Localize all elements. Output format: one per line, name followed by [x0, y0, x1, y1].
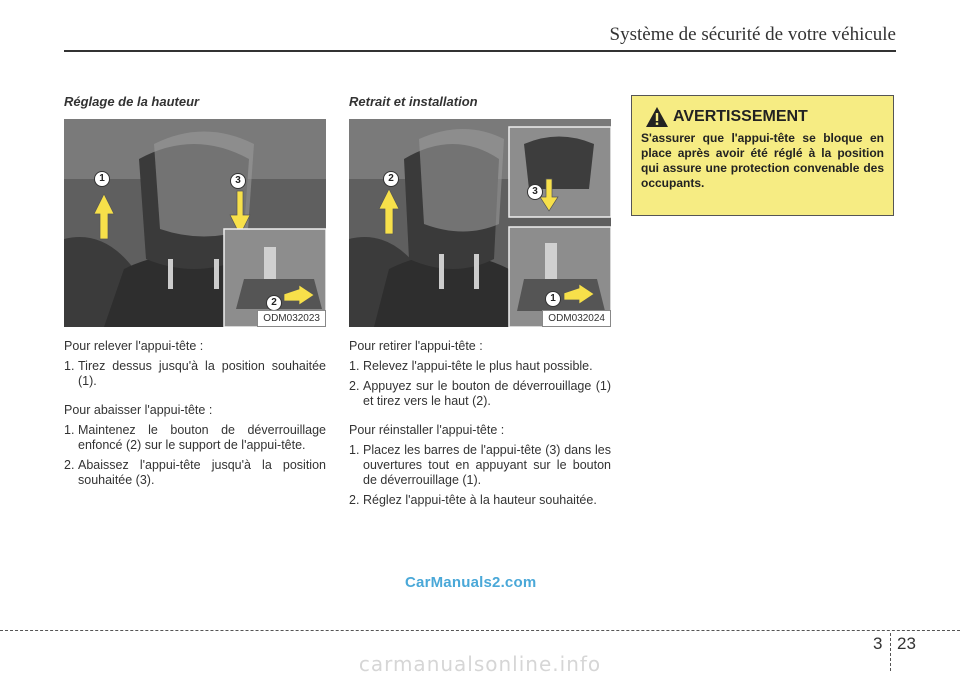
callout-3: 3	[527, 184, 543, 200]
list-item	[64, 458, 326, 488]
chapter-number: 3	[873, 634, 883, 653]
remove-intro: Pour retirer l'appui-tête :	[349, 339, 483, 353]
header-rule	[64, 50, 896, 52]
list-item	[349, 493, 611, 508]
middle-column	[349, 94, 611, 513]
step-text: Placez les barres de l'appui-tête (3) dans les ouvertures tout en appuyant sur le bouton de déverrouillage (1).	[363, 443, 611, 487]
page-number: 23	[897, 634, 916, 653]
callout-1: 1	[545, 291, 561, 307]
list-item	[349, 379, 611, 409]
step-number: 1.	[64, 423, 75, 437]
headrest-removal-illustration	[349, 119, 611, 327]
lower-intro: Pour abaisser l'appui-tête :	[64, 403, 213, 417]
step-number: 1.	[349, 359, 360, 373]
step-number: 2.	[349, 379, 360, 393]
section-heading-height: Réglage de la hauteur	[64, 94, 200, 109]
step-text: Réglez l'appui-tête à la hauteur souhaitée.	[363, 493, 597, 507]
headrest-height-illustration	[64, 119, 326, 327]
list-item	[64, 423, 326, 453]
step-text: Relevez l'appui-tête le plus haut possible.	[363, 359, 593, 373]
figure-code: ODM032024	[542, 310, 611, 327]
left-column	[64, 94, 326, 493]
callout-2: 2	[383, 171, 399, 187]
header-title: Système de sécurité de votre véhicule	[609, 24, 896, 45]
figure-removal	[349, 119, 611, 327]
raise-intro: Pour relever l'appui-tête :	[64, 339, 204, 353]
step-text: Appuyez sur le bouton de déverrouillage (1) et tirez vers le haut (2).	[363, 379, 611, 408]
list-item	[349, 443, 611, 488]
list-item	[349, 359, 611, 374]
step-number: 2.	[64, 458, 75, 472]
figure-height-adjust	[64, 119, 326, 327]
step-number: 1.	[349, 443, 360, 457]
footer-rule	[0, 630, 960, 631]
figure-code: ODM032023	[257, 310, 326, 327]
callout-2: 2	[266, 295, 282, 311]
callout-1: 1	[94, 171, 110, 187]
step-number: 2.	[349, 493, 360, 507]
warning-text: S'assurer que l'appui-tête se bloque en place après avoir été réglé à la position qui assure une protection convenable des occupants.	[641, 131, 884, 190]
section-heading-removal: Retrait et installation	[349, 94, 478, 109]
warning-header	[645, 106, 884, 128]
step-text: Tirez dessus jusqu'à la position souhaitée (1).	[78, 359, 326, 388]
footer-watermark: carmanualsonline.info	[358, 652, 602, 676]
warning-triangle-icon	[645, 106, 669, 128]
step-text: Maintenez le bouton de déverrouillage enfoncé (2) sur le support de l'appui-tête.	[78, 423, 326, 452]
warning-title: AVERTISSEMENT	[673, 108, 808, 125]
install-intro: Pour réinstaller l'appui-tête :	[349, 423, 505, 437]
list-item	[64, 359, 326, 389]
watermark-link[interactable]: CarManuals2.com	[405, 574, 537, 591]
step-text: Abaissez l'appui-tête jusqu'à la position souhaitée (3).	[78, 458, 326, 487]
step-number: 1.	[64, 359, 75, 373]
warning-box	[631, 95, 894, 216]
callout-3: 3	[230, 173, 246, 189]
